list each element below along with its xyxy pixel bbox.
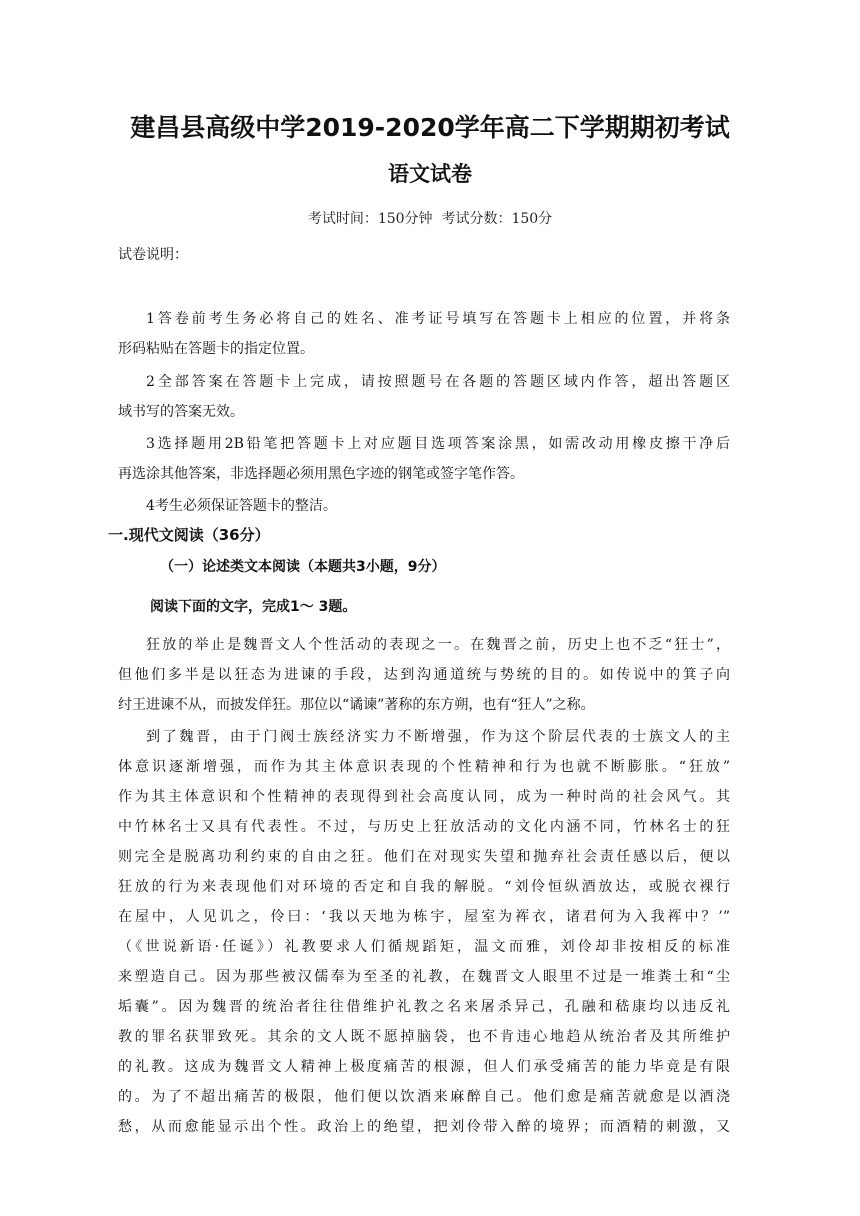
document-subtitle: 语文试卷: [388, 162, 472, 186]
section-heading: 一.现代文阅读（36分）: [108, 526, 270, 544]
passage-paragraph-1: 狂放的举止是魏晋文人个性活动的表现之一。在魏晋之前，历史上也不乏“狂士”， 但他们多半是以狂态为进谏的手段，达到沟通道统与势统的目的。如传说中的箕子向 纣王进谏不从，而披发佯狂。那位以“谲谏”著称的东方朔，也有“狂人”之称。: [118, 637, 730, 713]
exam-meta: 考试时间：150分钟 考试分数：150分: [307, 211, 553, 227]
passage-paragraph-2: 到了魏晋，由于门阀士族经济实力不断增强，作为这个阶层代表的士族文人的主 体意识逐渐增强，而作为其主体意识表现的个性精神和行为也就不断膨胀。“狂放” 作为其主体意识和个性精神的表现得到社会高度认同，成为一种时尚的社会风气。其 中竹林名士又具有代表性。不过，与历史上狂放活动的文化内涵不同，竹林名士的狂 则完全是脱离功利约束的自由之狂。他们在对现实失望和抛弃社会责任感以后，便以 狂放的行为来表现他们对环境的否定和自我的解脱。“刘伶恒纵酒放达，或脱衣裸行 在屋中，人见讥之，伶曰：‘我以天地为栋宇，屋室为裈衣，诸君何为入我裈中？’” （《世说新语·任诞》）礼教要求人们循规蹈矩，温文而雅，刘伶却非按相反的标准 来塑造自己。因为那些被汉儒奉为至圣的礼教，在魏晋文人眼里不过是一堆粪土和“尘 垢囊”。因为魏晋的统治者往往借维护礼教之名来屠杀异己，孔融和嵇康均以违反礼 教的罪名获罪致死。其余的文人既不愿掉脑袋，也不肯违心地趋从统治者及其所维护 的礼教。这成为魏晋文人精神上极度痛苦的根源，但人们承受痛苦的能力毕竟是有限 的。为了不超出痛苦的极限，他们便以饮酒来麻醉自己。他们愈是痛苦就愈是以酒浇 愁，从而愈能显示出个性。政治上的绝望，把刘伶带入醉的境界；而酒精的刺激，又: [118, 729, 730, 1135]
instruction-item-4: 4考生必须保证答题卡的整洁。: [146, 498, 337, 514]
document-title: 建昌县高级中学2019-2020学年高二下学期期初考试: [130, 113, 730, 142]
instruction-item-2: 2全部答案在答题卡上完成，请按照题号在各题的答题区域内作答，超出答题区 域书写的答案无效。: [118, 374, 730, 420]
reading-instruction: 阅读下面的文字，完成1～ 3题。: [150, 599, 357, 615]
subsection-heading: （一）论述类文本阅读（本题共3小题，9分）: [160, 559, 446, 575]
instruction-item-3: 3选择题用2B铅笔把答题卡上对应题目选项答案涂黑，如需改动用橡皮擦干净后 再选涂其他答案，非选择题必须用黑色字迹的钢笔或签字笔作答。: [118, 436, 730, 482]
instructions-heading: 试卷说明：: [118, 247, 188, 263]
instruction-item-1: 1答卷前考生务必将自己的姓名、准考证号填写在答题卡上相应的位置，并将条 形码粘贴在答题卡的指定位置。: [118, 311, 730, 357]
